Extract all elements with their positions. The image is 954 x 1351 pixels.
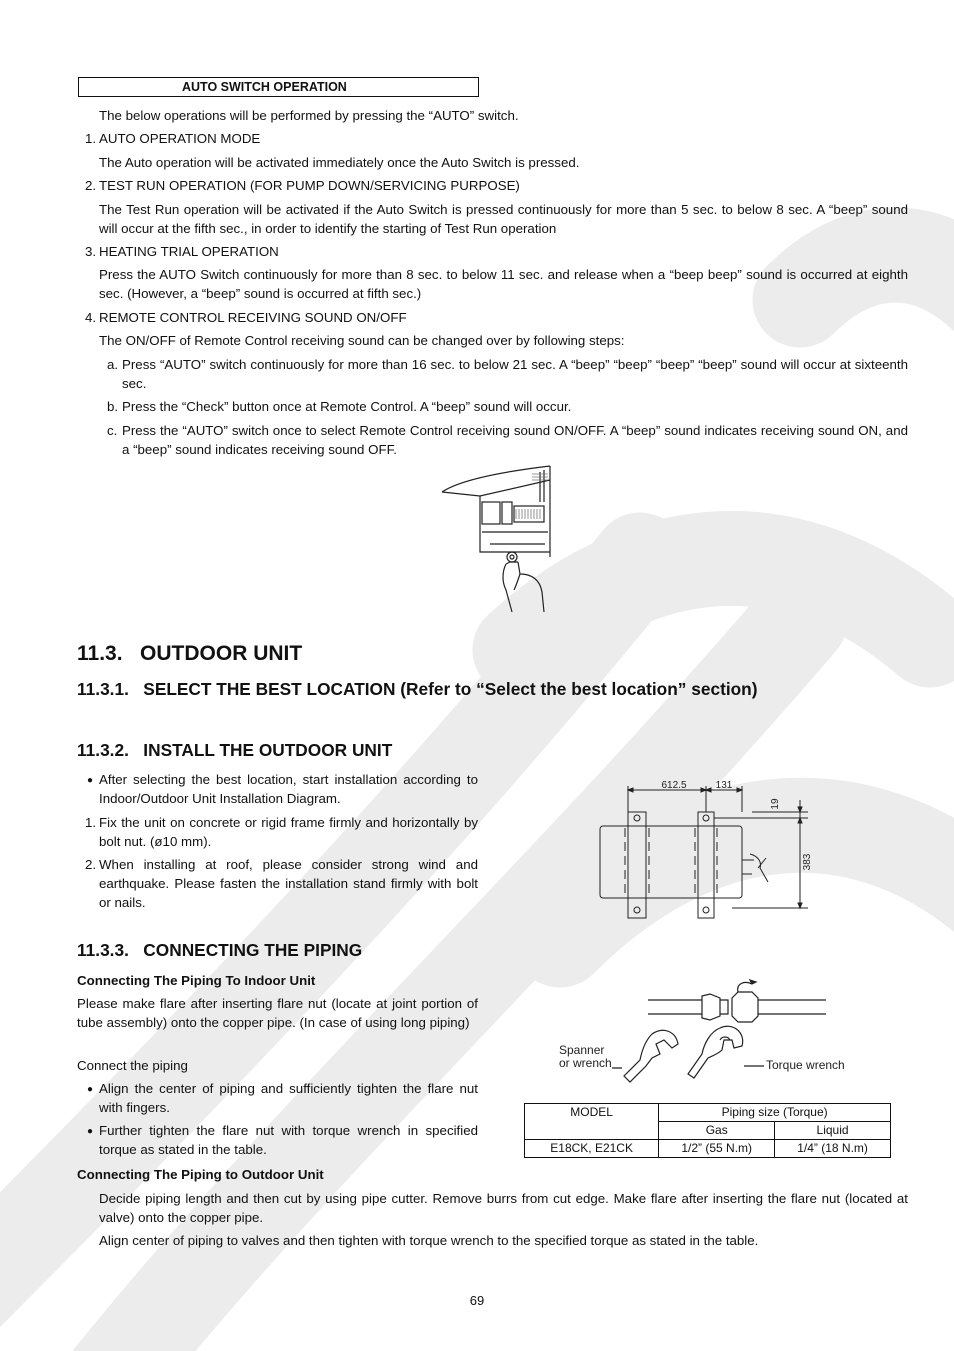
table-header-piping: Piping size (Torque) — [659, 1104, 891, 1122]
bullet-dot: ● — [87, 1084, 94, 1095]
connect-piping-label: Connect the piping — [77, 1058, 188, 1073]
step-text: Press the “AUTO” switch once to select Remote Control receiving sound ON/OFF. A “beep” sound indicates receiving sound ON, and a “beep” sound indicates receiving sound OFF. — [122, 423, 908, 457]
step-text: Press “AUTO” switch continuously for more than 16 sec. to below 21 sec. A “beep” “beep” “beep” “beep” sound will occur at sixteenth sec. — [122, 357, 908, 391]
item-title: HEATING TRIAL OPERATION — [99, 244, 279, 259]
spanner-label-line1: Spanner — [559, 1043, 605, 1057]
table-header-gas: Gas — [659, 1122, 775, 1140]
install-item-text: Fix the unit on concrete or rigid frame firmly and horizontally by bolt nut. (ø10 mm). — [99, 815, 478, 849]
auto-switch-illustration — [440, 462, 555, 620]
item-number: 1. — [85, 815, 97, 830]
item-text: The ON/OFF of Remote Control receiving sound can be changed over by following steps: — [99, 333, 625, 348]
step-letter: c. — [107, 423, 118, 438]
outdoor-piping-text: Align center of piping to valves and then tighten with torque wrench to the specified torque as stated in the table. — [99, 1233, 759, 1248]
piping-bullet-text: Align the center of piping and sufficiently tighten the flare nut with fingers. — [99, 1081, 478, 1115]
dim-label-c: 19 — [770, 798, 781, 810]
install-bullet-text: After selecting the best location, start installation according to Indoor/Outdoor Unit Installation Diagram. — [99, 772, 478, 806]
section-title: 11.3. OUTDOOR UNIT — [77, 642, 303, 665]
subsection-title-piping: 11.3.3. CONNECTING THE PIPING — [77, 940, 363, 960]
dim-label-b: 131 — [715, 780, 733, 791]
item-title: REMOTE CONTROL RECEIVING SOUND ON/OFF — [99, 310, 407, 325]
bullet-dot: ● — [87, 1126, 94, 1137]
item-number: 4. — [85, 310, 97, 325]
torque-wrench-label: Torque wrench — [766, 1058, 845, 1072]
item-title: TEST RUN OPERATION (FOR PUMP DOWN/SERVICING PURPOSE) — [99, 178, 520, 193]
step-letter: b. — [107, 399, 119, 414]
table-cell-model: E18CK, E21CK — [525, 1140, 659, 1158]
intro-text: The below operations will be performed by pressing the “AUTO” switch. — [99, 108, 519, 123]
indoor-piping-heading: Connecting The Piping To Indoor Unit — [77, 973, 316, 988]
dim-label-a: 612.5 — [661, 780, 687, 791]
step-letter: a. — [107, 357, 119, 372]
step-text: Press the “Check” button once at Remote Control. A “beep” sound will occur. — [122, 399, 572, 414]
table-header-liquid: Liquid — [775, 1122, 891, 1140]
outdoor-piping-heading: Connecting The Piping to Outdoor Unit — [77, 1167, 324, 1182]
dim-label-d: 383 — [802, 853, 813, 871]
table-header-model: MODEL — [525, 1104, 659, 1140]
item-text: Press the AUTO Switch continuously for more than 8 sec. to below 11 sec. and release when a “beep beep” sound is occurred at eighth sec. (However, a “beep” sound is occurred at fifth sec.) — [99, 267, 908, 301]
subsection-title-install: 11.3.2. INSTALL THE OUTDOOR UNIT — [77, 740, 393, 760]
item-number: 2. — [85, 178, 97, 193]
page-number: 69 — [469, 1293, 485, 1308]
table-cell-gas: 1/2” (55 N.m) — [659, 1140, 775, 1158]
piping-size-table — [524, 1103, 891, 1158]
item-number: 2. — [85, 857, 97, 872]
table-cell-liquid: 1/4” (18 N.m) — [775, 1140, 891, 1158]
section-heading: AUTO SWITCH OPERATION — [182, 80, 347, 94]
mounting-dimension-diagram — [592, 772, 822, 922]
spanner-label-line2: or wrench — [559, 1056, 612, 1070]
item-number: 3. — [85, 244, 97, 259]
indoor-piping-text: Please make flare after inserting flare nut (locate at joint portion of tube assembly) onto the copper pipe. (In case of using long piping) — [77, 996, 478, 1030]
section-heading-box — [78, 77, 479, 97]
table-row — [525, 1140, 891, 1158]
wrench-illustration — [552, 978, 862, 1088]
item-text: The Test Run operation will be activated if the Auto Switch is pressed continuously for more than 5 sec. to below 8 sec. A “beep” sound will occur at the fifth sec., in order to identify the starting of Test Run operation — [99, 202, 908, 236]
install-item-text: When installing at roof, please consider strong wind and earthquake. Please fasten the installation stand firmly with bolt or nails. — [99, 857, 478, 910]
item-text: The Auto operation will be activated immediately once the Auto Switch is pressed. — [99, 155, 580, 170]
outdoor-piping-text: Decide piping length and then cut by using pipe cutter. Remove burrs from cut edge. Make flare after inserting the flare nut (located at valve) onto the copper pipe. — [99, 1191, 908, 1225]
table-header-row — [525, 1104, 891, 1122]
bullet-dot: ● — [87, 775, 94, 786]
subsection-title-location: 11.3.1. SELECT THE BEST LOCATION (Refer to “Select the best location” section) — [77, 679, 758, 699]
item-title: AUTO OPERATION MODE — [99, 131, 261, 146]
item-number: 1. — [85, 131, 97, 146]
piping-bullet-text: Further tighten the flare nut with torque wrench in specified torque as stated in the table. — [99, 1123, 478, 1157]
